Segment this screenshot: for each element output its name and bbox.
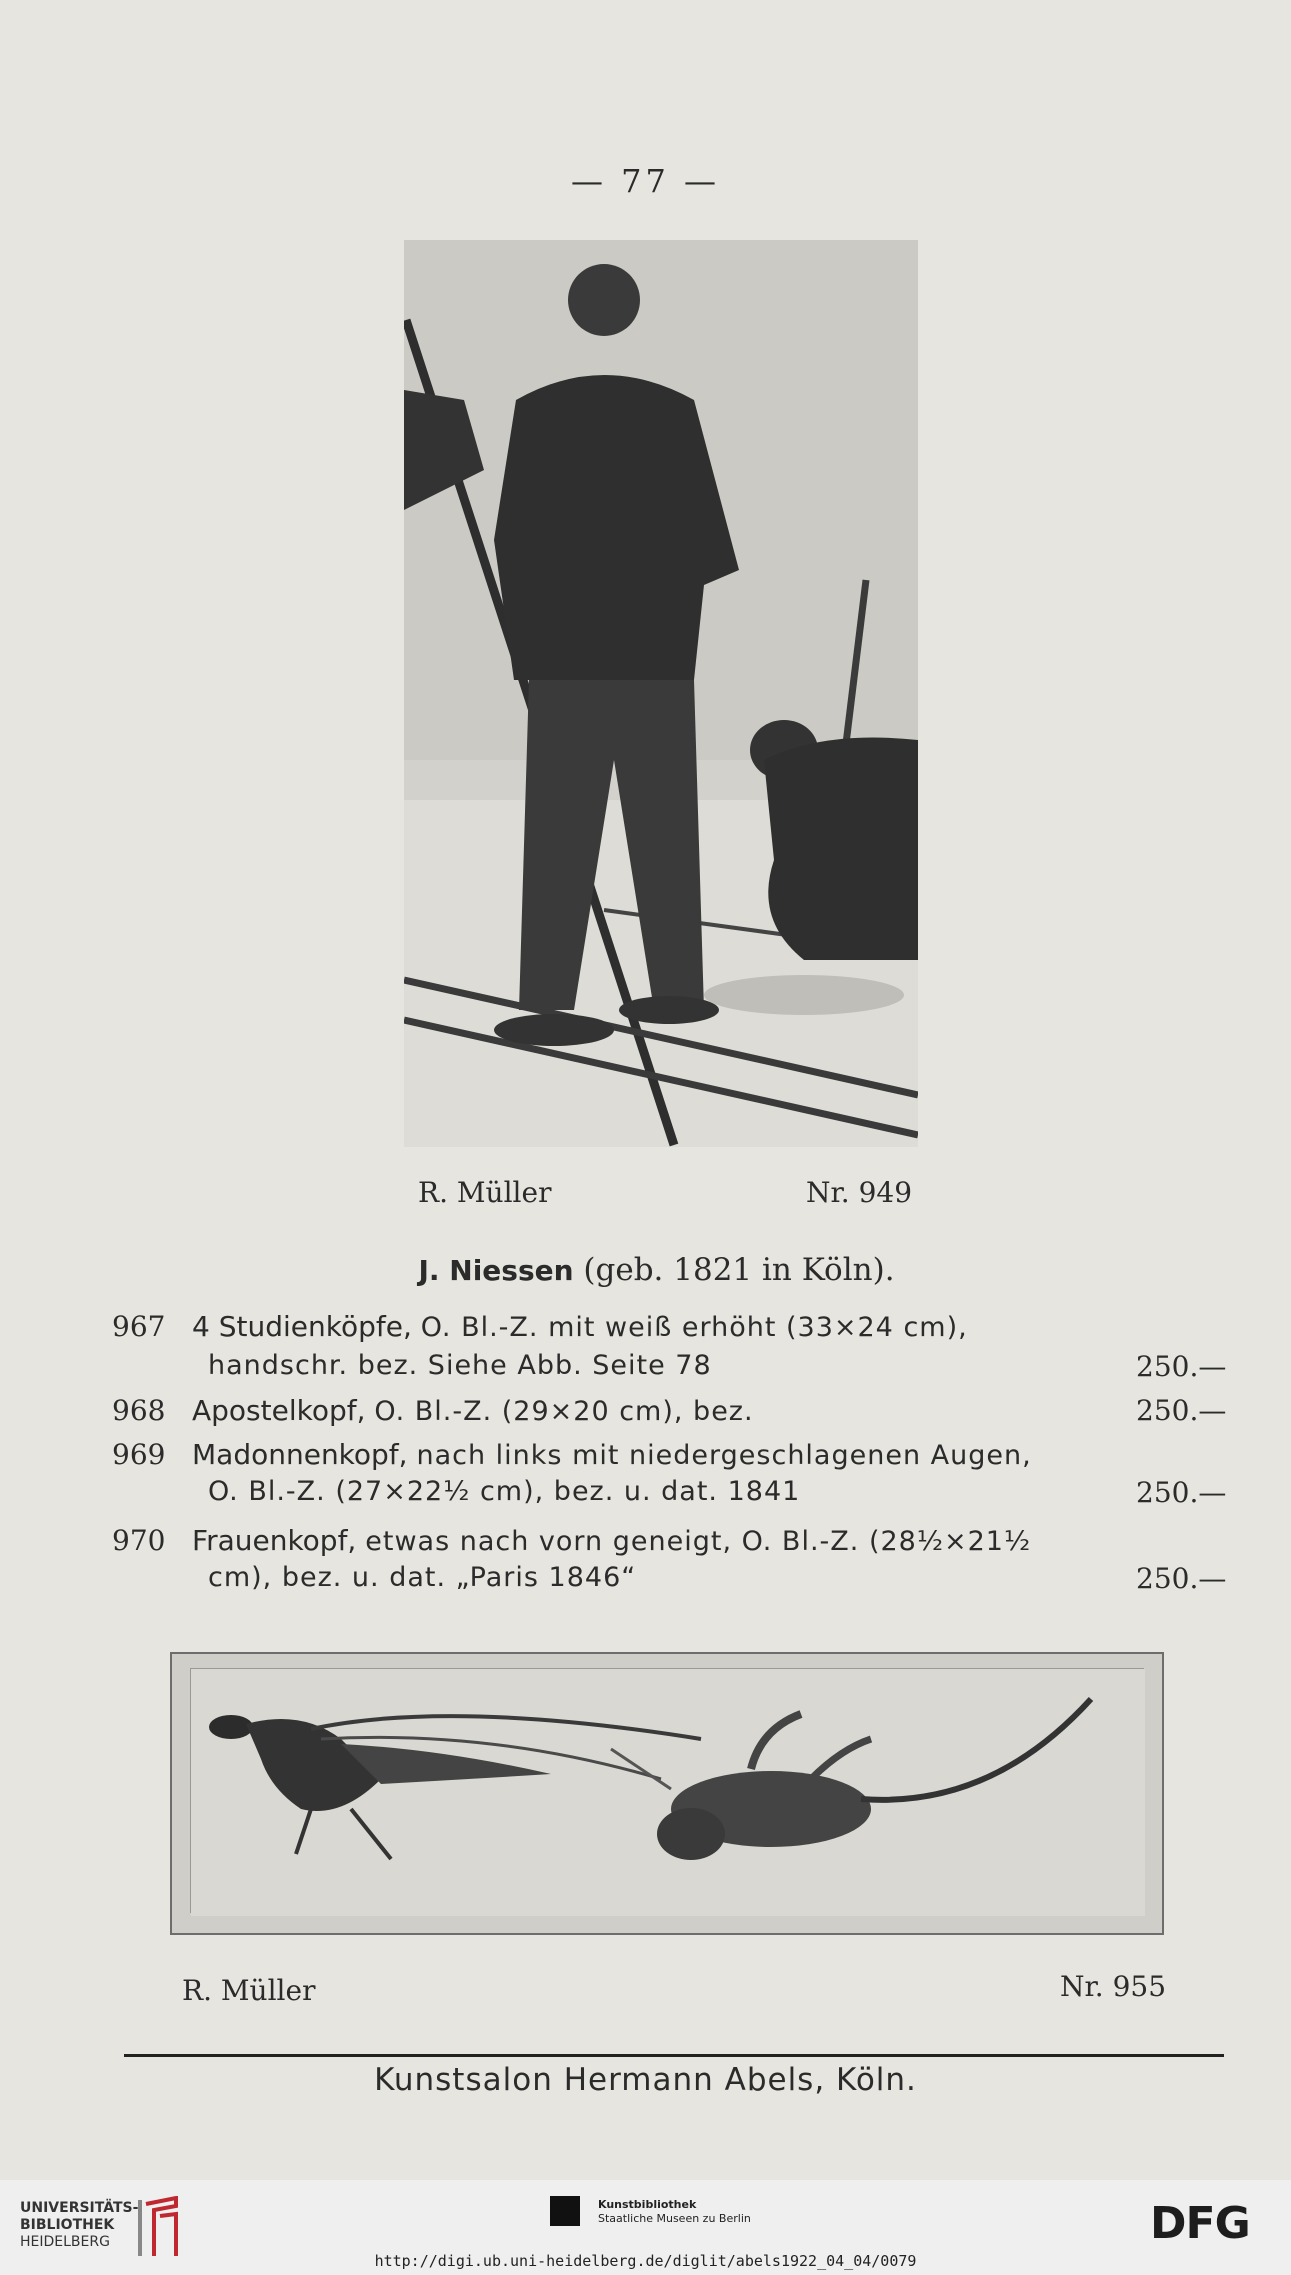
entry-price: 250.— — [1136, 1394, 1227, 1427]
entry-number: 969 — [112, 1438, 166, 1471]
plate1-caption-artist: R. Müller — [418, 1176, 552, 1209]
entry-line-1 — [192, 1438, 1032, 1471]
entry-number: 970 — [112, 1524, 166, 1557]
plate-animals-image — [170, 1652, 1164, 1935]
entry-description: etwas nach vorn geneigt, O. Bl.-Z. (28½×21½ — [365, 1526, 1032, 1557]
ub-logo-line-3: HEIDELBERG — [20, 2234, 110, 2250]
entry-line-1 — [192, 1394, 754, 1427]
footer-rule — [124, 2054, 1224, 2057]
entry-line-2: O. Bl.-Z. (27×22½ cm), bez. u. dat. 1841 — [208, 1476, 801, 1507]
kb-logo-line-2: Staatliche Museen zu Berlin — [598, 2212, 751, 2225]
ub-logo-line-1: UNIVERSITÄTS- — [20, 2200, 139, 2216]
plate-skiers-image — [404, 240, 918, 1147]
entry-description: nach links mit niedergeschlagenen Augen, — [416, 1440, 1032, 1471]
ub-heidelberg-logo[interactable] — [20, 2200, 138, 2251]
entry-title: Madonnenkopf, — [192, 1438, 408, 1471]
entry-line-2: handschr. bez. Siehe Abb. Seite 78 — [208, 1350, 712, 1381]
kunstbibliothek-logo-icon — [550, 2196, 580, 2226]
entry-number: 968 — [112, 1394, 166, 1427]
section-heading — [0, 1252, 1291, 1288]
plate2-caption-artist: R. Müller — [182, 1974, 316, 2007]
entry-title: Apostelkopf, — [192, 1394, 366, 1427]
plate2-caption-number: Nr. 955 — [1060, 1970, 1167, 2003]
dfg-logo[interactable]: DFG — [1150, 2198, 1250, 2249]
entry-line-2: cm), bez. u. dat. „Paris 1846“ — [208, 1562, 637, 1593]
entry-description: O. Bl.-Z. mit weiß erhöht (33×24 cm), — [420, 1312, 968, 1343]
entry-price: 250.— — [1136, 1350, 1227, 1383]
entry-price: 250.— — [1136, 1476, 1227, 1509]
entry-number: 967 — [112, 1310, 166, 1343]
plate1-caption-number: Nr. 949 — [806, 1176, 913, 1209]
artist-name: J. Niessen — [418, 1254, 574, 1287]
ub-logo-line-2: BIBLIOTHEK — [20, 2217, 115, 2233]
permalink-url[interactable]: http://digi.ub.uni-heidelberg.de/diglit/abels1922_04_04/0079 — [374, 2252, 917, 2270]
entry-description: O. Bl.-Z. (29×20 cm), bez. — [374, 1396, 754, 1427]
entry-price: 250.— — [1136, 1562, 1227, 1595]
entry-title: 4 Studienköpfe, — [192, 1310, 412, 1343]
publisher-footer: Kunstsalon Hermann Abels, Köln. — [374, 2062, 917, 2098]
artist-info: (geb. 1821 in Köln). — [583, 1252, 895, 1288]
plate-animals-print — [190, 1668, 1144, 1913]
page-number: — 77 — — [570, 162, 721, 200]
entry-line-1 — [192, 1310, 968, 1343]
kunstbibliothek-logo[interactable] — [598, 2198, 751, 2226]
kb-logo-line-1: Kunstbibliothek — [598, 2198, 697, 2211]
entry-line-1 — [192, 1524, 1031, 1557]
entry-title: Frauenkopf, — [192, 1524, 357, 1557]
